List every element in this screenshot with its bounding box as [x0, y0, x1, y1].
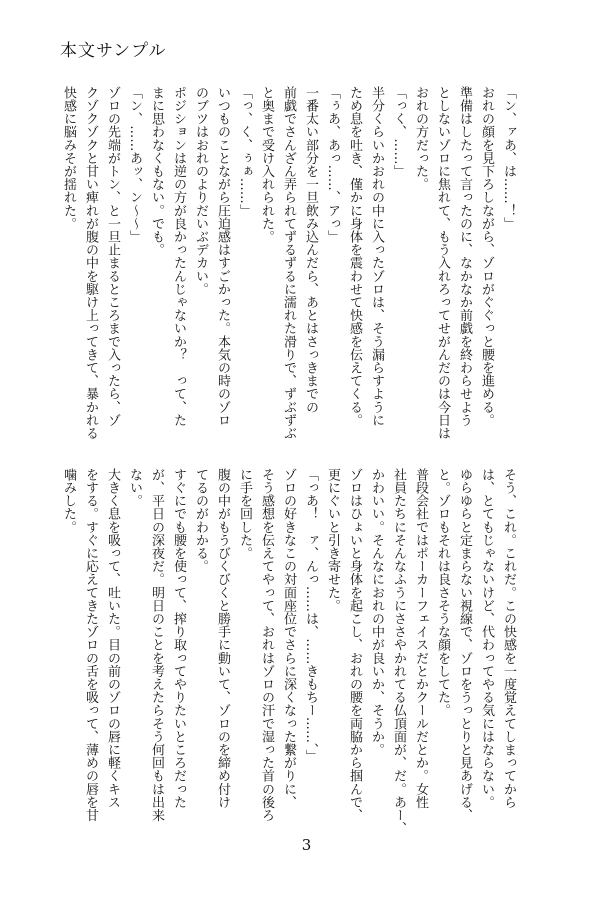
text-line: てるのがわかる。 [193, 468, 208, 573]
text-line: 準備はしたって言ったのに、なかなか前戯を終わらせよう [457, 86, 472, 427]
text-line: いつものことながら圧迫感はすごかった。本気の時のゾロ [215, 86, 230, 427]
text-line: 「ン、……あッ、ン〜〜」 [127, 86, 142, 244]
text-line: ゾロはひょいと身体を起こし、おれの腰を両脇から掴んで、 [347, 468, 362, 822]
text-line: 「っく、……」 [391, 86, 406, 178]
text-line: ゾロの先端がトン、と一旦止まるところまで入ったら、ゾ [105, 86, 120, 427]
text-line: ゾロの好きなこの対面座位でさらに深くなった繋がりに、 [281, 468, 296, 809]
text-line: 大きく息を吸って、吐いた。目の前のゾロの唇に軽くキス [105, 468, 120, 809]
text-line: すぐにでも腰を使って、搾り取ってやりたいところだった [171, 468, 186, 809]
text-line: 更にぐいと引き寄せた。 [325, 468, 340, 613]
text-line: ゆらゆらと定まらない視線で、ゾロをうっとりと見あげる、 [457, 468, 472, 822]
text-line: クゾクゾクと甘い痺れが腹の中を駆け上ってきて、暴かれる [83, 86, 98, 440]
page-title: 本文サンプル [60, 41, 167, 61]
text-line: と奥まで受け入れられた。 [259, 86, 274, 244]
text-line: そう感想を伝えてやって、おれはゾロの汗で湿った首の後ろ [259, 468, 274, 822]
text-line: おれの方だった。 [413, 86, 428, 191]
text-line: ポジションは逆の方が良かったんじゃないか？ って、た [171, 86, 186, 427]
text-line: に手を回した。 [237, 468, 252, 560]
text-line: 腹の中がもうびくびくと勝手に動いて、ゾロのを締め付け [215, 468, 230, 809]
text-line: かわいい。そんなにおれの中が良いか、そうか。 [369, 468, 384, 757]
text-line: が、平日の深夜だ。明日のことを考えたらそう何回もは出来 [149, 468, 164, 822]
text-line: のブツはおれのよりだいぶデカい。 [193, 86, 208, 296]
text-block-lower [35, 468, 563, 835]
text-line: ため息を吐き、僅かに身体を震わせて快感を伝えてくる。 [347, 86, 362, 427]
text-line: おれの顔を見下ろしながら、ゾロがぐぐっと腰を進める。 [479, 86, 494, 427]
text-line: 「っ、く、ぅぁ……」 [237, 86, 252, 217]
text-line: ない。 [127, 468, 142, 508]
text-line: 一番太い部分を一旦飲み込んだら、あとはさっきまでの [303, 86, 318, 414]
text-line: 「っあ！ ァ、んっ……は、……きもちー……、」 [303, 468, 318, 763]
text-line: 快感に脳みそが揺れた。 [61, 86, 76, 231]
text-line: 社員たちにそんなふうにささやかれてる仏頂面が、だ。あー、 [391, 468, 406, 835]
text-line: は、とてもじゃないけど、代わってやる気にはならない。 [479, 468, 494, 809]
page-number: 3 [301, 836, 312, 854]
text-line: まに思わなくもない。でも。 [149, 86, 164, 257]
text-line: と。ゾロもそれは良さそうな顔をしてた。 [435, 468, 450, 717]
text-line: としないゾロに焦れて、もう入れろってせがんだのは今日は [435, 86, 450, 440]
text-line: 噛みした。 [61, 468, 76, 534]
text-line: 普段会社ではポーカーフェイスだとかクールだとか。女性 [413, 468, 428, 809]
text-block-upper [35, 86, 563, 440]
text-line: 半分くらいかおれの中に入ったゾロは、そう漏らすように [369, 86, 384, 427]
text-line: 前戯でさんざん弄られてずるずるに濡れた滑りで、ずぶずぶ [281, 86, 296, 440]
text-line: 「ン、ァあ、は……！」 [501, 86, 516, 231]
text-line: 「ぅあ、あっ……、アっ」 [325, 86, 340, 244]
text-line: そう、これ。これだ。この快感を一度覚えてしまってから [501, 468, 516, 809]
text-line: をする。すぐに応えてきたゾロの舌を吸って、薄めの唇を甘 [83, 468, 98, 822]
